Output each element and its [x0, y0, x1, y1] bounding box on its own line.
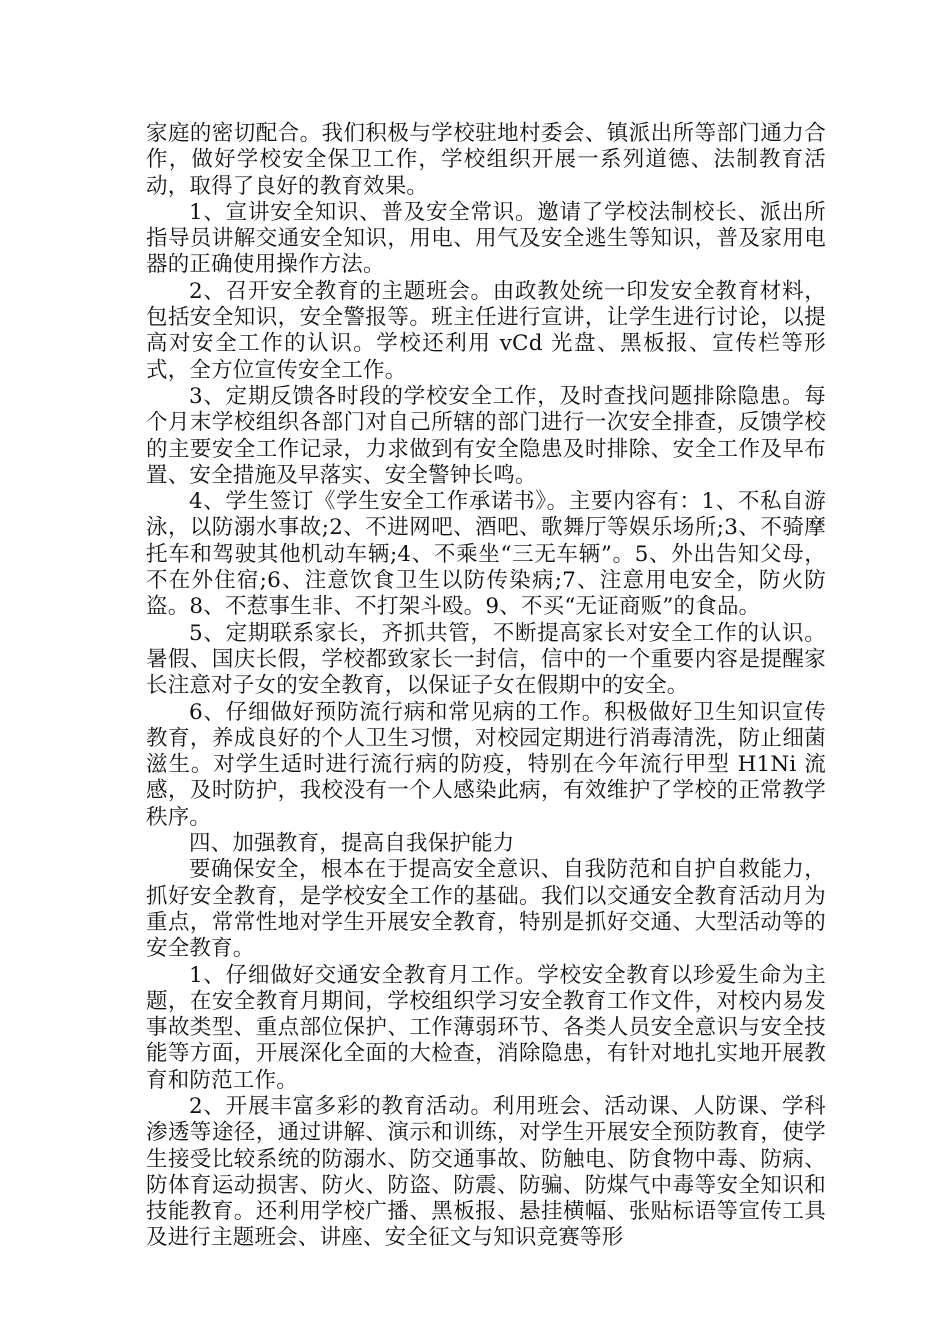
- paragraph-2: 1、宣讲安全知识、普及安全常识。邀请了学校法制校长、派出所指导员讲解交通安全知识，用电、用气及安全逃生等知识，普及家用电器的正确使用操作方法。: [146, 199, 826, 278]
- paragraph-6: 5、定期联系家长，齐抓共管，不断提高家长对安全工作的认识。暑假、国庆长假，学校都致家长一封信，信中的一个重要内容是提醒家长注意对子女的安全教育，以保证子女在假期中的安全。: [146, 620, 826, 699]
- paragraph-1: 家庭的密切配合。我们积极与学校驻地村委会、镇派出所等部门通力合作，做好学校安全保卫工作，学校组织开展一系列道德、法制教育活动，取得了良好的教育效果。: [146, 121, 826, 199]
- paragraph-7: 6、仔细做好预防流行病和常见病的工作。积极做好卫生知识宣传教育，养成良好的个人卫生习惯，对校园定期进行消毒清洗，防止细菌滋生。对学生适时进行流行病的防疫，特别在今年流行甲型 H1Ni 流感，及时防护，我校没有一个人感染此病，有效维护了学校的正常教学秩序。: [146, 699, 826, 830]
- paragraph-11: 2、开展丰富多彩的教育活动。利用班会、活动课、人防课、学科渗透等途径，通过讲解、演示和训练，对学生开展安全预防教育，使学生接受比较系统的防溺水、防交通事故、防触电、防食物中毒、防病、防体育运动损害、防火、防盗、防震、防骗、防煤气中毒等安全知识和技能教育。还利用学校广播、黑板报、悬挂横幅、张贴标语等宣传工具及进行主题班会、讲座、安全征文与知识竞赛等形: [146, 1093, 826, 1251]
- document-body: [146, 121, 826, 1252]
- paragraph-5: 4、学生签订《学生安全工作承诺书》。主要内容有：1、不私自游泳，以防溺水事故;2、不进网吧、酒吧、歌舞厅等娱乐场所;3、不骑摩托车和驾驶其他机动车辆;4、不乘坐“三无车辆”。5、外出告知父母，不在外住宿;6、注意饮食卫生以防传染病;7、注意用电安全，防火防盗。8、不惹事生非、不打架斗殴。9、不买“无证商贩”的食品。: [146, 489, 826, 620]
- section-heading: 四、加强教育，提高自我保护能力: [189, 831, 515, 857]
- paragraph-3: 2、召开安全教育的主题班会。由政教处统一印发安全教育材料，包括安全知识，安全警报等。班主任进行宣讲，让学生进行讨论，以提高对安全工作的认识。学校还利用 vCd 光盘、黑板报、宣传栏等形式，全方位宣传安全工作。: [146, 278, 826, 383]
- paragraph-9: 要确保安全，根本在于提高安全意识、自我防范和自护自救能力，抓好安全教育，是学校安全工作的基础。我们以交通安全教育活动月为重点，常常性地对学生开展安全教育，特别是抓好交通、大型活动等的安全教育。: [146, 857, 826, 962]
- paragraph-4: 3、定期反馈各时段的学校安全工作，及时查找问题排除隐患。每个月末学校组织各部门对自己所辖的部门进行一次安全排查，反馈学校的主要安全工作记录，力求做到有安全隐患及时排除、安全工作及早布置、安全措施及早落实、安全警钟长鸣。: [146, 383, 826, 488]
- paragraph-10: 1、仔细做好交通安全教育月工作。学校安全教育以珍爱生命为主题，在安全教育月期间，学校组织学习安全教育工作文件，对校内易发事故类型、重点部位保护、工作薄弱环节、各类人员安全意识与安全技能等方面，开展深化全面的大检查，消除隐患，有针对地扎实地开展教育和防范工作。: [146, 962, 826, 1093]
